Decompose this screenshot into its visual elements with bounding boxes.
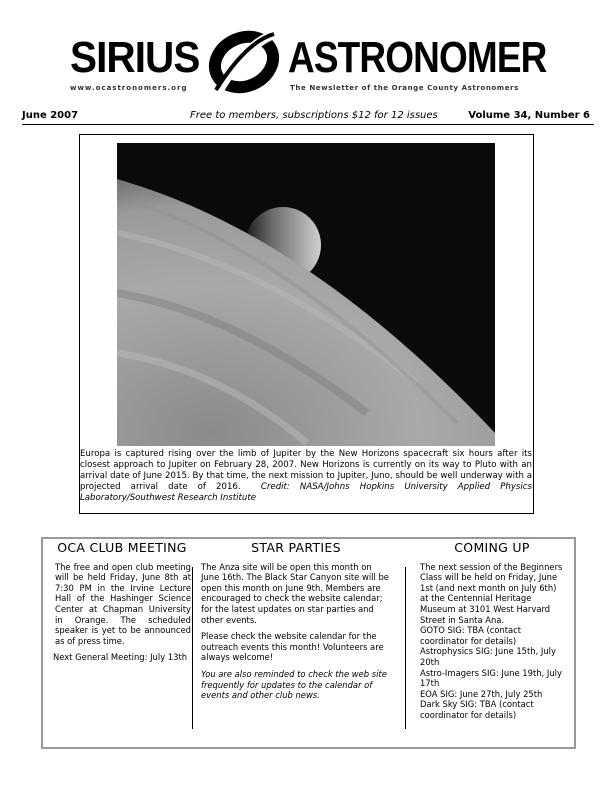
swirl-logo-icon <box>206 24 282 102</box>
star-parties-text: The Anza site will be open this month on June 16th. The Black Star Canyon site will be open this month on June 9th. Members are encouraged to check the website calendar; for the latest updates on star parties and other events. <box>201 561 389 625</box>
astro-imagers-sig-text: Astro-Imagers SIG: June 19th, July 17th <box>420 667 562 689</box>
newsletter-tagline: The Newsletter of the Orange County Astronomers <box>290 84 519 92</box>
club-meeting-text: The free and open club meeting will be held Friday, June 8th at 7:30 PM in the Irvine Lecture Hall of the Hashinger Science Center at Chapman University in Orange. The scheduled speaker is yet to be announced as of press time. <box>55 561 191 646</box>
coming-up-column <box>420 540 564 721</box>
photo-credit: Credit: NASA/Johns Hopkins University Applied Physics Laboratory/Southwest Research Institute <box>80 481 532 503</box>
astrophysics-sig-text: Astrophysics SIG: June 15th, July 20th <box>420 646 556 667</box>
website-url: www.ocastronomers.org <box>70 84 188 92</box>
issue-info-bar <box>22 110 594 125</box>
club-meeting-column <box>53 540 191 669</box>
outreach-text: Please check the website calendar for the outreach events this month! Volunteers are always welcome! <box>201 631 384 663</box>
eoa-sig-text: EOA SIG: June 27th, July 25th <box>420 688 543 699</box>
photo-caption <box>80 449 532 504</box>
next-meeting-text: Next General Meeting: July 13th <box>53 652 188 663</box>
coming-up-heading: COMING UP <box>454 540 530 555</box>
dark-sky-sig-text: Dark Sky SIG: TBA (contact coordinator for details) <box>420 699 534 720</box>
website-reminder-text: You are also reminded to check the web site frequently for updates to the calendar of events and other club news. <box>201 668 387 701</box>
beginners-class-text: The next session of the Beginners Class will be held on Friday, June 1st (and next month on July 6th) at the Centennial Heritage Museum at 3101 West Harvard Street in Santa Ana. <box>420 561 563 625</box>
issue-volume: Volume 34, Number 6 <box>468 110 590 121</box>
events-box <box>41 537 576 749</box>
issue-date: June 2007 <box>22 110 79 121</box>
newsletter-title-left: SIRIUS <box>70 33 200 82</box>
goto-sig-text: GOTO SIG: TBA (contact coordinator for details) <box>420 625 522 646</box>
newsletter-title-right: ASTRONOMER <box>288 33 547 82</box>
subscription-price: Free to members, subscriptions $12 for 12 issues <box>190 110 438 121</box>
star-parties-heading: STAR PARTIES <box>251 540 341 555</box>
club-meeting-heading: OCA CLUB MEETING <box>57 540 187 555</box>
star-parties-column <box>201 540 391 707</box>
column-divider <box>405 567 406 729</box>
caption-text: Europa is captured rising over the limb of Jupiter by the New Horizons spacecraft six hours after its closest approach to Jupiter on February 28, 2007. New Horizons is currently on its way to Pluto with an arrival date of June 2015. By that time, the next mission to Jupiter, Juno, should be well underway with a projected arrival date of 2016. <box>80 449 532 492</box>
jupiter-europa-photo <box>117 143 495 446</box>
column-divider <box>192 567 193 729</box>
masthead <box>0 0 612 110</box>
